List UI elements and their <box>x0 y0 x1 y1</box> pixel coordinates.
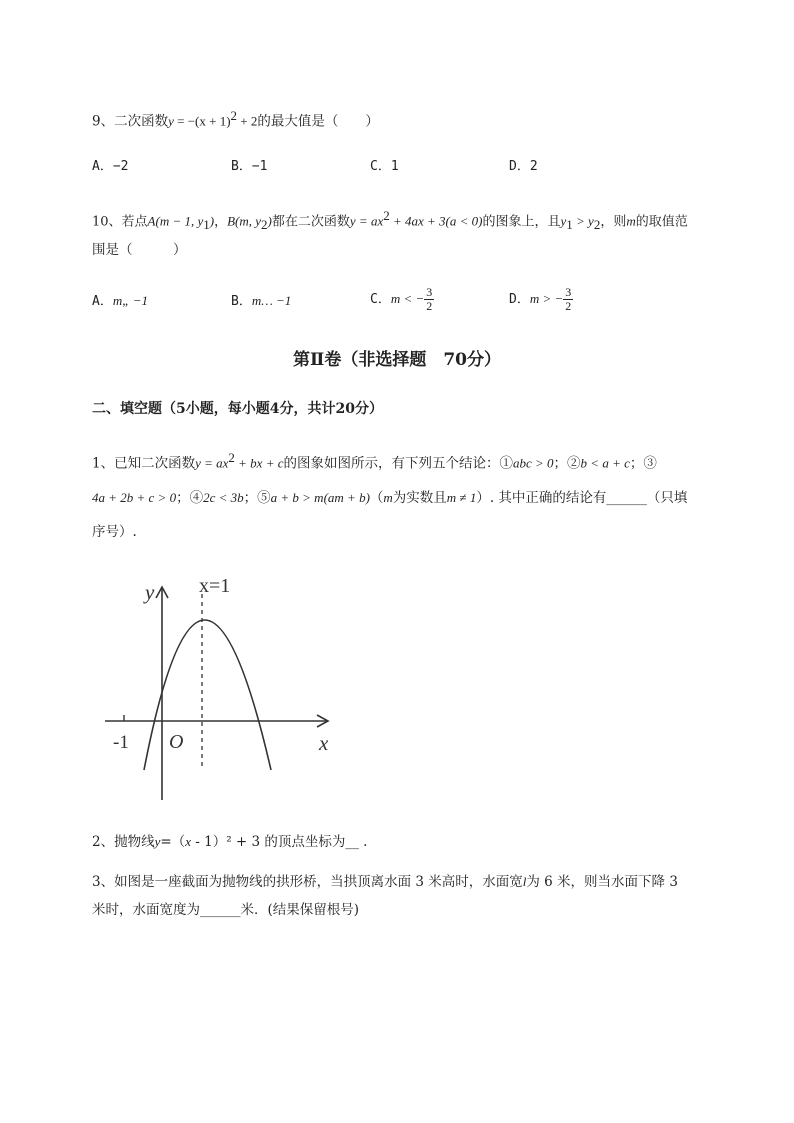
q10-cond-sub2: 2 <box>593 216 601 232</box>
q10-stem-line1 <box>92 207 688 234</box>
q10-option-d-den: 2 <box>565 299 572 313</box>
q10-option-b-label: B． <box>231 294 252 309</box>
q10-func: y = ax <box>349 213 384 229</box>
q9-option-d-label: D． <box>509 159 530 174</box>
fq1-func-exp: 2 <box>228 450 235 465</box>
q10-func-exp: 2 <box>383 208 390 223</box>
fq1-close: ）. 其中正确的结论有______（只填 <box>476 490 688 506</box>
q10-option-c[interactable] <box>370 286 434 313</box>
fq1-cond: m ≠ 1 <box>446 490 477 505</box>
fq3-line1-b: 为 6 米，则当水面下降 3 <box>526 874 678 890</box>
fq3-line1-a: 3、如图是一座截面为抛物线的拱形桥，当拱顶离水面 3 米高时，水面宽 <box>92 874 523 890</box>
q10-option-a-label: A． <box>92 294 113 309</box>
q10-point-b-sub: 2 <box>261 216 268 232</box>
q9-option-b[interactable] <box>231 158 267 176</box>
q10-option-a[interactable] <box>92 292 148 311</box>
y-axis-label: y <box>145 580 155 604</box>
q10-option-c-fraction <box>424 286 434 313</box>
q10-func-tail: + 4ax + 3(a < 0) <box>389 213 483 229</box>
fq1-line1-b: 的图象如图所示，有下列五个结论：① <box>283 455 513 472</box>
fq2-y: y <box>154 834 161 849</box>
q9-option-d[interactable] <box>509 158 538 176</box>
fq1-c2: b < a + c <box>580 455 630 471</box>
fq1-c5: a + b > m(am + b) <box>270 490 370 505</box>
q9-prefix: 9、二次函数 <box>92 113 169 130</box>
q10-option-d-fraction <box>563 286 573 313</box>
fq1-m: m <box>383 490 393 505</box>
q10-option-c-num: 3 <box>426 285 433 299</box>
minus-one-label: -1 <box>113 732 129 753</box>
fq1-func: y = ax <box>195 455 229 471</box>
fq1-sep1: ；② <box>553 455 581 472</box>
fq1-sep4: ；⑤ <box>243 490 271 506</box>
q10-point-a-sub: 1 <box>203 216 210 232</box>
fq2-x: x <box>185 834 191 849</box>
q9-formula-tail: + 2 <box>237 113 258 129</box>
q10-option-c-label: C． <box>370 292 391 307</box>
q10-point-b: B(m, y <box>227 213 262 229</box>
q10-mid: 都在二次函数 <box>271 214 350 230</box>
q9-formula-exp: 2 <box>230 108 238 123</box>
q10-cond-y1: y <box>560 213 567 229</box>
q9-formula-lhs: y <box>168 113 174 129</box>
fq1-paren-open: （ <box>369 490 384 506</box>
fq1-c4: 2c < 3b <box>203 490 244 505</box>
fq1-note: 为实数且 <box>392 490 447 506</box>
q10-point-a-tail: ) <box>209 213 215 229</box>
fq1-line3: 序号）. <box>92 524 137 540</box>
parabola-curve <box>144 620 271 770</box>
q10-option-d-num: 3 <box>565 285 572 299</box>
fq2-text-a: 2、抛物线 <box>92 834 155 850</box>
q10-stem-line2: 围是（ ） <box>92 242 187 258</box>
x-axis-label: x <box>319 731 329 755</box>
q9-option-b-label: B． <box>231 159 252 174</box>
q9-formula-rhs: = −(x + 1) <box>173 113 231 129</box>
q10-option-a-value: m„ −1 <box>112 293 148 308</box>
fq1-c3: 4a + 2b + c > 0 <box>92 490 177 505</box>
q9-option-c-label: C． <box>370 159 391 174</box>
q10-option-d[interactable] <box>509 286 573 313</box>
q10-cond-gt: > y <box>572 213 594 229</box>
fq1-func-tail: + bx + c <box>234 455 284 471</box>
q9-option-c[interactable] <box>370 158 399 176</box>
fq1-line2 <box>92 489 687 507</box>
q10-option-b[interactable] <box>231 292 291 311</box>
fq1-line1-a: 1、已知二次函数 <box>92 455 196 472</box>
fq1-c1: abc > 0 <box>513 455 554 471</box>
fq2-line <box>92 833 367 851</box>
part2-title: 第Ⅱ卷（非选择题 70分） <box>293 350 501 370</box>
q10-sep: ， <box>214 214 228 230</box>
q10-range-tail: 的取值范 <box>635 214 688 230</box>
q9-stem <box>92 107 379 131</box>
q10-point-b-tail: ) <box>267 213 272 229</box>
q9-option-a-label: A． <box>92 159 113 174</box>
fq3-l: l <box>522 874 527 889</box>
q9-option-c-value: 1 <box>390 159 399 174</box>
parabola-graph <box>95 570 345 805</box>
fq2-text-b: =（ <box>160 834 186 850</box>
q10-m: m <box>626 213 636 229</box>
symmetry-axis-label: x=1 <box>199 575 231 597</box>
q10-option-c-value: m < − <box>390 291 425 306</box>
origin-label: O <box>169 731 184 753</box>
q9-option-a[interactable] <box>92 158 128 176</box>
q9-option-b-value: −1 <box>251 159 268 174</box>
q10-option-c-den: 2 <box>426 299 433 313</box>
fq1-sep2: ；③ <box>629 455 657 472</box>
q10-option-d-value: m > − <box>529 291 564 306</box>
q10-cond-sub1: 1 <box>566 216 573 232</box>
q10-after-func: 的图象上，且 <box>482 214 561 230</box>
q10-prefix: 10、若点 <box>92 214 148 230</box>
q9-suffix: 的最大值是（ ） <box>257 113 379 130</box>
section2-title: 二、填空题（5小题，每小题4分，共计20分） <box>92 401 383 417</box>
q10-point-a: A(m − 1, y <box>147 213 204 229</box>
fq3-line2: 米时，水面宽度为______米．(结果保留根号) <box>92 902 360 918</box>
q9-option-d-value: 2 <box>529 159 538 174</box>
fq1-sep3: ；④ <box>176 490 204 506</box>
q10-then: ，则 <box>600 214 627 230</box>
q10-option-b-value: m… −1 <box>251 293 292 308</box>
fq1-line1 <box>92 449 657 473</box>
q10-option-d-label: D． <box>509 292 530 307</box>
q9-option-a-value: −2 <box>112 159 129 174</box>
fq3-line1 <box>92 873 678 891</box>
fq2-text-c: - 1）² + 3 的顶点坐标为__ . <box>190 834 368 850</box>
